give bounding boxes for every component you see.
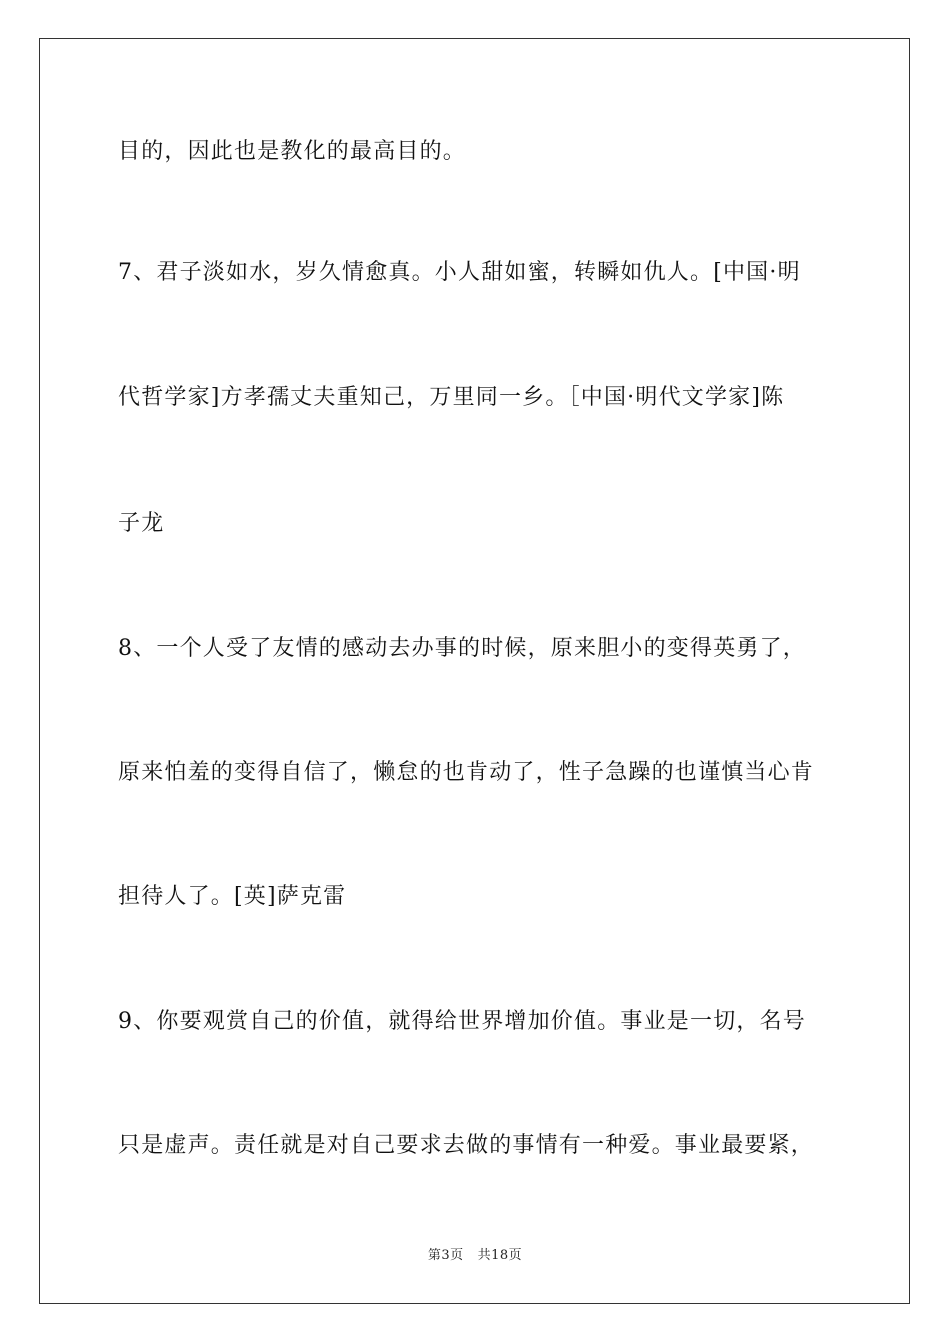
total-pages: 共18页 [477, 1248, 523, 1263]
body-text-line: 只是虚声。责任就是对自己要求去做的事情有一种爱。事业最要紧， [118, 1133, 815, 1158]
body-text-line: 原来怕羞的变得自信了，懒怠的也肯动了，性子急躁的也谨慎当心肯 [118, 760, 815, 785]
body-text-line: 9、你要观赏自己的价值，就得给世界增加价值。事业是一切，名号 [118, 1009, 806, 1034]
body-text-line: 8、一个人受了友情的感动去办事的时候，原来胆小的变得英勇了， [118, 636, 806, 661]
body-text-line: 代哲学家]方孝孺丈夫重知己，万里同一乡。［中国·明代文学家]陈 [118, 385, 785, 410]
page-number: 第3页 [427, 1248, 464, 1263]
page-footer [0, 1247, 950, 1265]
body-text-line: 目的，因此也是教化的最高目的。 [118, 139, 467, 164]
body-text-line: 子龙 [118, 511, 165, 536]
page-border [39, 38, 910, 1304]
body-text-line: 担待人了。[英]萨克雷 [118, 884, 347, 909]
body-text-line: 7、君子淡如水，岁久情愈真。小人甜如蜜，转瞬如仇人。[中国·明 [118, 260, 801, 285]
